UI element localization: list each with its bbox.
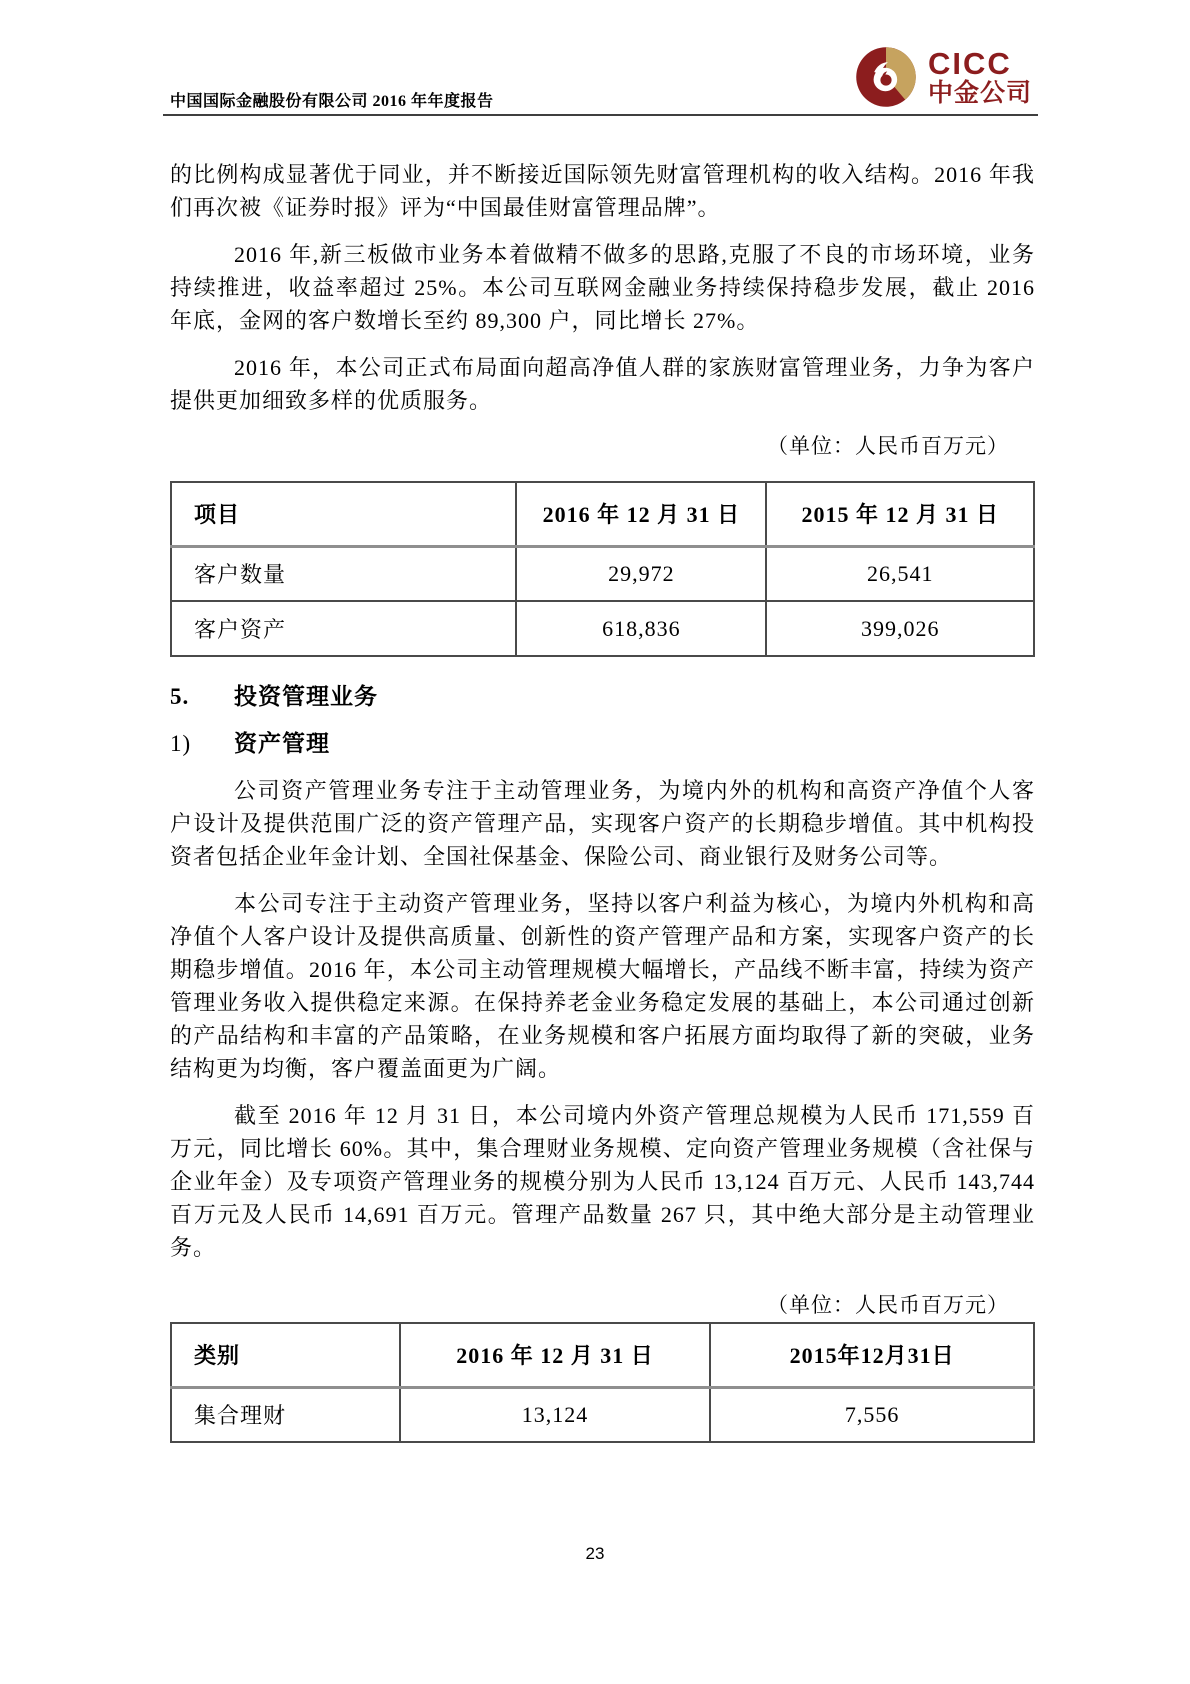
subsection-heading-asset-management (170, 728, 1035, 760)
paragraph-neeq-business: 2016 年,新三板做市业务本着做精不做多的思路,克服了不良的市场环境，业务持续推进，收益率超过 25%。本公司互联网金融业务持续保持稳步发展，截止 2016 年底，金网的客户数增长至约 89,300 户，同比增长 27%。 (170, 242, 1035, 333)
cell-value-2016: 13,124 (400, 1387, 711, 1442)
unit-note-1: （单位：人民币百万元） (767, 434, 1009, 458)
table-row (171, 482, 1034, 546)
section-number: 5. (170, 684, 190, 709)
cicc-logo-text (927, 45, 1032, 108)
column-header-2015: 2015年12月31日 (710, 1323, 1034, 1387)
table-row (171, 546, 1034, 601)
paragraph-wealth-structure: 的比例构成显著优于同业，并不断接近国际领先财富管理机构的收入结构。2016 年我们再次被《证券时报》评为“中国最佳财富管理品牌”。 (170, 162, 1035, 220)
clients-table-header (171, 482, 1034, 546)
column-header-2015: 2015 年 12 月 31 日 (766, 482, 1034, 546)
column-header-category: 类别 (171, 1323, 400, 1387)
cicc-logo-en: CICC (927, 45, 1012, 81)
cell-value-2015: 7,556 (710, 1387, 1034, 1442)
section-title: 投资管理业务 (234, 684, 378, 709)
column-header-item: 项目 (171, 482, 516, 546)
cell-value-2016: 618,836 (516, 601, 766, 656)
column-header-2016: 2016 年 12 月 31 日 (400, 1323, 711, 1387)
paragraph-asset-management-intro: 公司资产管理业务专注于主动管理业务，为境内外的机构和高资产净值个人客户设计及提供范围广泛的资产管理产品，实现客户资产的长期稳步增值。其中机构投资者包括企业年金计划、全国社保基金、保险公司、商业银行及财务公司等。 (170, 778, 1035, 869)
aum-category-table-header (171, 1323, 1034, 1387)
row-label: 客户资产 (171, 601, 516, 656)
clients-table (170, 481, 1035, 657)
report-header-title: 中国国际金融股份有限公司 2016 年年度报告 (170, 93, 494, 110)
row-label: 客户数量 (171, 546, 516, 601)
unit-note-2: （单位：人民币百万元） (767, 1293, 1009, 1317)
cicc-logo-zh: 中金公司 (927, 79, 1032, 108)
row-label: 集合理财 (171, 1387, 400, 1442)
table-row (171, 601, 1034, 656)
cell-value-2015: 26,541 (766, 546, 1034, 601)
section-heading-investment-management (170, 681, 1035, 713)
paragraph-active-management: 本公司专注于主动资产管理业务，坚持以客户利益为核心，为境内外机构和高净值个人客户设计及提供高质量、创新性的资产管理产品和方案，实现客户资产的长期稳步增值。2016 年，本公司主动管理规模大幅增长，产品线不断丰富，持续为资产管理业务收入提供稳定来源。在保持养老金业务稳定发展的基础上，本公司通过创新的产品结构和丰富的产品策略，在业务规模和客户拓展方面均取得了新的突破，业务结构更为均衡，客户覆盖面更为广阔。 (170, 891, 1035, 1081)
page-number: 23 (585, 1544, 605, 1563)
cell-value-2016: 29,972 (516, 546, 766, 601)
table-row (171, 1387, 1034, 1442)
cicc-logo (855, 46, 1032, 108)
cicc-logo-icon (855, 46, 917, 108)
header-divider (163, 114, 1038, 116)
paragraph-aum-figures: 截至 2016 年 12 月 31 日，本公司境内外资产管理总规模为人民币 171,559 百万元，同比增长 60%。其中，集合理财业务规模、定向资产管理业务规模（含社保与企业年金）及专项资产管理业务的规模分别为人民币 13,124 百万元、人民币 143,744 百万元及人民币 14,691 百万元。管理产品数量 267 只，其中绝大部分是主动管理业务。 (170, 1103, 1035, 1260)
cell-value-2015: 399,026 (766, 601, 1034, 656)
page-content (170, 158, 1035, 1443)
paragraph-family-wealth: 2016 年，本公司正式布局面向超高净值人群的家族财富管理业务，力争为客户提供更加细致多样的优质服务。 (170, 355, 1035, 413)
subsection-number: 1) (170, 731, 192, 756)
table-row (171, 1323, 1034, 1387)
column-header-2016: 2016 年 12 月 31 日 (516, 482, 766, 546)
aum-category-table (170, 1322, 1035, 1443)
subsection-title: 资产管理 (234, 731, 330, 756)
